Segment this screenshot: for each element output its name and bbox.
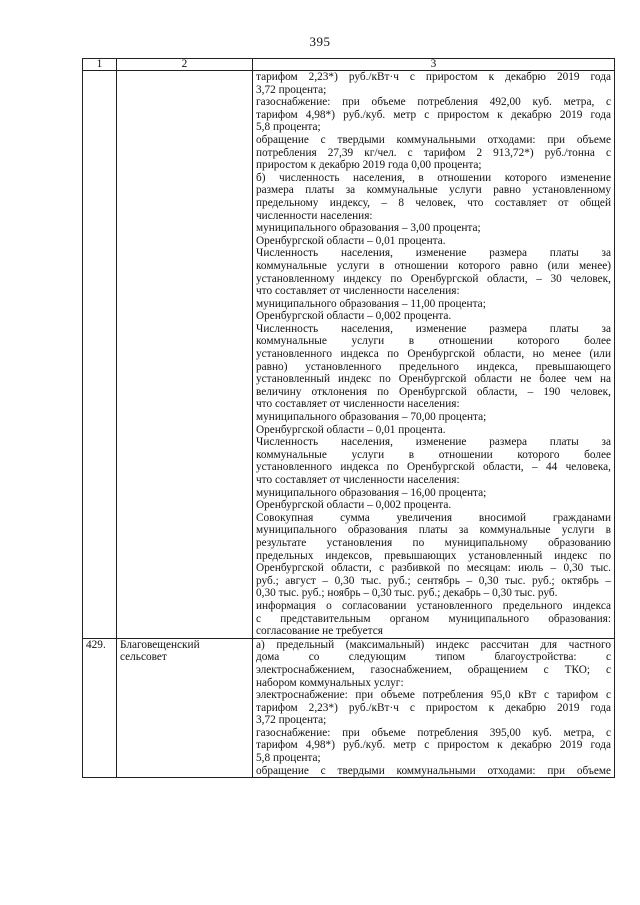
table-row xyxy=(83,71,615,639)
description-line: коммунальные услуги в отношении которого равно (или менее) xyxy=(256,259,611,272)
row-number-cell xyxy=(83,71,117,639)
description-line: с представительным органом муниципального образования: xyxy=(256,612,611,625)
description-line: установленный индекс по Оренбургской области не более чем на xyxy=(256,373,611,386)
description-line: Оренбургской области – 0,002 процента. xyxy=(256,499,452,512)
description-line: размера платы за коммунальные услуги равно установленному xyxy=(256,184,611,197)
municipal-index-table xyxy=(82,58,615,778)
index-description-cell xyxy=(253,71,615,639)
description-line: коммунальные услуги в отношении которого более xyxy=(256,448,611,461)
description-line: тарифом 4,98*) руб./куб. метр с приростом к декабрю 2019 года xyxy=(256,739,611,752)
description-line: Численность населения, изменение размера платы за xyxy=(256,436,611,449)
description-line: а) предельный (максимальный) индекс рассчитан для частного xyxy=(256,638,611,651)
description-line: что составляет от численности населения: xyxy=(256,474,460,486)
description-line: приростом к декабрю 2019 года 0,00 процента; xyxy=(256,159,482,172)
description-line: потребления 27,39 кг/чел. с тарифом 2 913,72*) руб./тонна с xyxy=(256,146,611,159)
description-line: Оренбургской области – 0,01 процента. xyxy=(256,234,446,247)
description-line: набором коммунальных услуг: xyxy=(256,676,404,689)
row-number-cell: 429. xyxy=(83,638,117,778)
municipality-name-line: сельсовет xyxy=(120,651,167,664)
description-line: электроснабжением, газоснабжением, обращением с ТКО; с xyxy=(256,663,611,676)
description-line: 3,72 процента; xyxy=(256,714,327,727)
description-line: обращение с твердыми коммунальными отходами: при объеме xyxy=(256,133,611,146)
description-line: Оренбургской области, с разбивкой по месяцам: июль – 0,30 тыс. xyxy=(256,562,611,575)
description-line: муниципального образования – 11,00 процента; xyxy=(256,297,486,310)
description-line: 3,72 процента; xyxy=(256,83,327,96)
index-description-cell xyxy=(253,638,615,778)
description-line: Совокупная сумма увеличения вносимой гражданами xyxy=(256,511,611,524)
description-line: предельному индексу, – 8 человек, что составляет от общей xyxy=(256,196,611,209)
description-line: что составляет от численности населения: xyxy=(256,398,460,411)
table-header-row xyxy=(83,59,615,71)
description-line: тарифом 2,23*) руб./кВт·ч с приростом к декабрю 2019 года xyxy=(256,701,611,714)
column-header-2: 2 xyxy=(117,59,253,71)
description-line: равно) установленного предельного индекса, превышающего xyxy=(256,360,611,373)
table-row xyxy=(83,638,615,778)
description-line: муниципального образования – 16,00 процента; xyxy=(256,486,487,499)
description-line: 0,30 тыс. руб.; ноябрь – 0,30 тыс. руб.; декабрь – 0,30 тыс. руб. xyxy=(256,587,558,600)
description-line: что составляет от численности населения: xyxy=(256,285,460,298)
municipality-name-cell xyxy=(117,71,253,639)
column-header-3: 3 xyxy=(253,59,615,71)
description-line: установленному индексу по Оренбургской области, – 30 человек, xyxy=(256,272,611,285)
description-line: тарифом 4,98*) руб./куб. метр с приростом к декабрю 2019 года xyxy=(256,108,611,121)
description-line: информация о согласовании установленного предельного индекса xyxy=(256,599,611,612)
description-line: газоснабжение: при объеме потребления 395,00 куб. метра, с xyxy=(256,726,611,739)
description-line: тарифом 2,23*) руб./кВт·ч с приростом к декабрю 2019 года xyxy=(256,71,611,83)
description-line: Численность населения, изменение размера платы за xyxy=(256,247,611,260)
municipality-name-cell xyxy=(117,638,253,778)
column-header-1: 1 xyxy=(83,59,117,71)
description-line: установленного индекса по Оренбургской области, – 44 человека, xyxy=(256,461,611,474)
description-line: результате установления по муниципальному образованию xyxy=(256,536,611,549)
description-line: согласование не требуется xyxy=(256,625,383,638)
description-line: руб.; август – 0,30 тыс. руб.; сентябрь – 0,30 тыс. руб.; октябрь – xyxy=(256,574,611,587)
description-line: численности населения: xyxy=(256,209,373,222)
description-line: 5,8 процента; xyxy=(256,121,321,134)
description-line: дома со следующим типом благоустройства: с xyxy=(256,651,611,664)
description-line: Численность населения, изменение размера платы за xyxy=(256,322,611,335)
municipality-name-line: Благовещенский xyxy=(120,638,200,651)
description-line: величину отклонения по Оренбургской области, – 190 человек, xyxy=(256,385,611,398)
description-line: Оренбургской области – 0,002 процента. xyxy=(256,310,452,323)
description-line: б) численность населения, в отношении которого изменение xyxy=(256,171,611,184)
description-line: муниципального образования – 70,00 процента; xyxy=(256,411,487,424)
description-line: обращение с твердыми коммунальными отходами: при объеме xyxy=(256,764,611,777)
description-line: предельных индексов, превышающих установленный индекс по xyxy=(256,549,611,562)
description-line: муниципального образования – 3,00 процента; xyxy=(256,222,481,235)
description-line: Оренбургской области – 0,01 процента. xyxy=(256,423,446,436)
description-line: муниципального образования платы за коммунальные услуги в xyxy=(256,524,611,537)
description-line: установленного индекса по Оренбургской области, но менее (или xyxy=(256,348,611,361)
description-line: электроснабжение: при объеме потребления 95,0 кВт с тарифом с xyxy=(256,689,611,702)
description-line: 5,8 процента; xyxy=(256,752,321,765)
description-line: коммунальные услуги в отношении которого более xyxy=(256,335,611,348)
description-line: газоснабжение: при объеме потребления 492,00 куб. метра, с xyxy=(256,96,611,109)
page-number: 395 xyxy=(309,34,331,49)
